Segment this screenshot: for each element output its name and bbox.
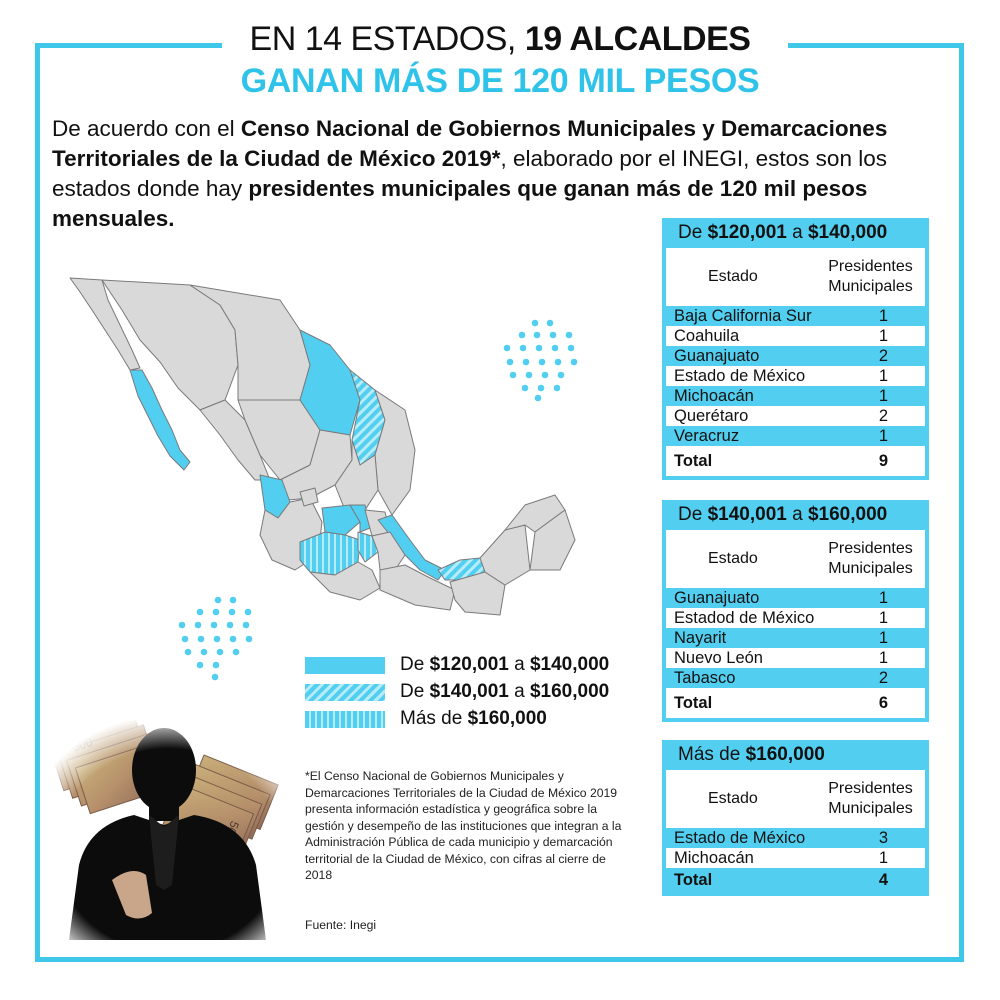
table-heading: De $140,001 a $160,000: [662, 500, 929, 530]
col-state-header: Estado: [708, 790, 758, 807]
table-total-row: Total 4: [666, 868, 925, 892]
map-legend: [305, 652, 609, 733]
table-header-row: [666, 530, 925, 588]
table-header-row: [666, 248, 925, 306]
legend-label: Más de $160,000: [400, 708, 547, 729]
table-row: Querétaro 2: [674, 407, 889, 425]
legend-item: [305, 652, 609, 678]
legend-swatch-vertical: [305, 711, 385, 728]
legend-swatch-solid: [305, 657, 385, 674]
table-row: Guanajuato 1: [666, 588, 925, 608]
table-120-140k: [662, 218, 929, 480]
table-over-160k: [662, 740, 929, 896]
table-header-row: [666, 770, 925, 828]
table-row: Nayarit 1: [666, 628, 925, 648]
table-row: Veracruz 1: [666, 426, 925, 446]
table-total-row: Total 6: [674, 694, 889, 712]
source-credit: Fuente: Inegi: [305, 918, 377, 932]
table-row: Baja California Sur 1: [666, 306, 925, 326]
table-row: Estado de México 3: [666, 828, 925, 848]
table-total-row: Total 9: [674, 452, 889, 470]
table-row: Nuevo León 1: [674, 649, 889, 667]
col-state-header: Estado: [708, 268, 758, 285]
table-140-160k: [662, 500, 929, 722]
table-heading: Más de $160,000: [662, 740, 929, 770]
table-row: Guanajuato 2: [666, 346, 925, 366]
col-count-header: Presidentes Municipales: [828, 258, 913, 295]
legend-item: [305, 679, 609, 705]
table-row: Estado de México 1: [674, 367, 889, 385]
table-row: Estadod de México 1: [674, 609, 889, 627]
table-row: Michoacán 1: [674, 849, 889, 867]
legend-item: [305, 706, 609, 732]
intro-paragraph: De acuerdo con el Censo Nacional de Gobiernos Municipales y Demarcaciones Territoriales de la Ciudad de México 2019*, elaborado por el INEGI, estos son los estados donde hay presidentes municipales que ganan más de 120 mil pesos mensuales.: [52, 116, 888, 231]
table-row: Tabasco 2: [666, 668, 925, 688]
decorative-dots-bottom: [170, 595, 270, 685]
col-state-header: Estado: [708, 550, 758, 567]
table-row: Michoacán 1: [666, 386, 925, 406]
politician-money-photo: [44, 715, 294, 940]
table-heading: De $120,001 a $140,000: [662, 218, 929, 248]
legend-swatch-diagonal: [305, 684, 385, 701]
map-tamaulipas: [375, 390, 415, 515]
table-row: Coahuila 1: [674, 327, 889, 345]
col-count-header: Presidentes Municipales: [828, 780, 913, 817]
legend-label: De $140,001 a $160,000: [400, 681, 610, 702]
footnote: *El Censo Nacional de Gobiernos Municipales y Demarcaciones Territoriales de la Ciudad de México 2019 presenta información estadística y geográfica sobre la gestión y desempeño de las instituciones que integran a la Administración Pública de cada municipio y demarcación territorial de la Ciudad de México, con cifras al cierre de 2018: [305, 769, 622, 882]
headline-line1: EN 14 ESTADOS, 19 ALCALDES: [249, 20, 751, 58]
decorative-dots-top: [495, 318, 595, 408]
legend-label: De $120,001 a $140,000: [400, 654, 610, 675]
col-count-header: Presidentes Municipales: [828, 540, 913, 577]
headline-line2: GANAN MÁS DE 120 MIL PESOS: [240, 62, 760, 100]
